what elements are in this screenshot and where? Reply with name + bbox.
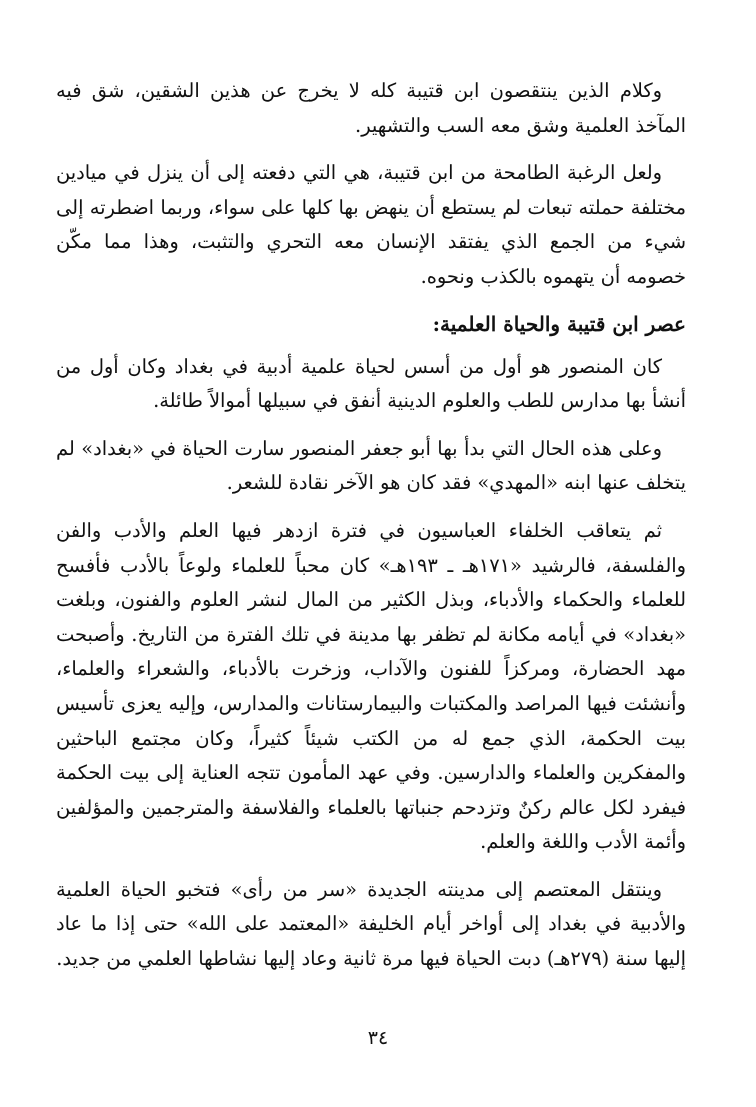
paragraph-mahdi: وعلى هذه الحال التي بدأ بها أبو جعفر المنصور سارت الحياة في «بغداد» لم يتخلف عنها ابنه «المهدي» فقد كان هو الآخر نقادة للشعر. xyxy=(56,436,686,495)
paragraph-ambition: ولعل الرغبة الطامحة من ابن قتيبة، هي التي دفعته إلى أن ينزل في ميادين مختلفة حملته تبعات لم يستطع أن ينهض بها كلها على سواء، وربما اضطرته إلى شيء من الجمع الذي يفتقد الإنسان معه التحري والتثبت، وهذا مما مكّن خصومه أن يتهموه بالكذب ونحوه. xyxy=(56,161,686,288)
paragraph-mansur: كان المنصور هو أول من أسس لحياة علمية أدبية في بغداد وكان أول من أنشأ بها مدارس للطب والعلوم الدينية أنفق في سبيلها أموالاً طائلة. xyxy=(56,354,686,413)
paragraph-mutasim: وينتقل المعتصم إلى مدينته الجديدة «سر من رأى» فتخبو الحياة العلمية والأدبية في بغداد إلى أواخر أيام الخليفة «المعتمد على الله» حتى إذا ما عاد إليها سنة (٢٧٩هـ) دبت الحياة فيها مرة ثانية وعاد إليها نشاطها العلمي من جديد. xyxy=(56,877,686,971)
paragraph-criticism: وكلام الذين ينتقصون ابن قتيبة كله لا يخرج عن هذين الشقين، شق فيه المآخذ العلمية وشق معه السب والتشهير. xyxy=(56,79,686,137)
paragraph-abbasid-caliphs: ثم يتعاقب الخلفاء العباسيون في فترة ازدهر فيها العلم والأدب والفن والفلسفة، فالرشيد «١٧١هـ ـ ١٩٣هـ» كان محباً للعلماء ولوعاً بالأدب فأفسح للعلماء والحكماء والأدباء، وبذل الكثير من المال لنشر العلوم والفنون، وبلغت «بغداد» في أيامه مكانة لم تظفر بها مدينة في تلك الفترة من التاريخ. وأصبحت مهد الحضارة، ومركزاً للفنون والآداب، وزخرت بالأدباء، والشعراء والعلماء، وأنشئت فيها المراصد والمكتبات والبيمارستانات والمدارس، وإليه يعزى تأسيس بيت الحكمة، الذي جمع له من الكتب شيئاً كثيراً، وكان مجتمع الباحثين والمفكرين والعلماء والدارسين. وفي عهد المأمون تتجه العناية إلى بيت الحكمة فيفرد لكل عالم ركنٌ وتزدحم جنباتها بالعلماء والفلاسفة والمترجمين والمؤلفين وأئمة الأدب واللغة والعلم. xyxy=(56,518,686,854)
section-heading: عصر ابن قتيبة والحياة العلمية: xyxy=(432,311,686,336)
page-number: ٣٤ xyxy=(367,1027,389,1049)
